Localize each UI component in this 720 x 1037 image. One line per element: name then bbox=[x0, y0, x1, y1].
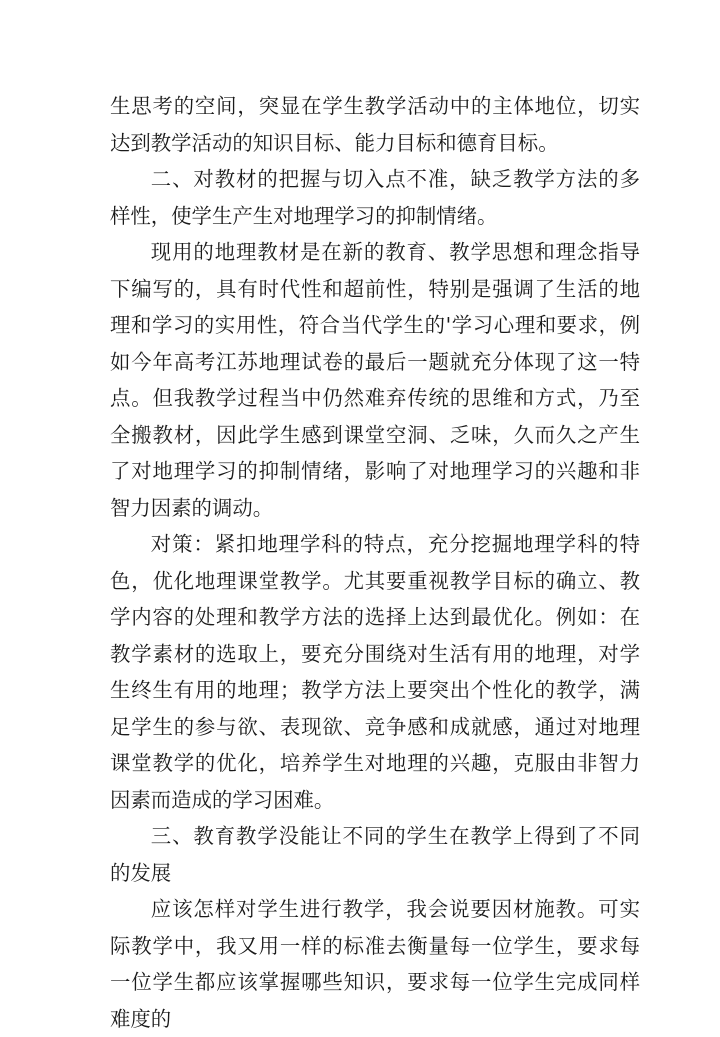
document-body bbox=[110, 88, 640, 1037]
paragraph-6: 应该怎样对学生进行教学，我会说要因材施教。可实际教学中，我又用一样的标准去衡量每一位学生，要求每一位学生都应该掌握哪些知识，要求每一位学生完成同样难度的 bbox=[110, 897, 640, 1031]
paragraph-5-heading: 三、教育教学没能让不同的学生在教学上得到了不同的发展 bbox=[110, 824, 640, 885]
paragraph-2-heading: 二、对教材的把握与切入点不准，缺乏教学方法的多样性，使学生产生对地理学习的抑制情绪。 bbox=[110, 167, 640, 228]
paragraph-3: 现用的地理教材是在新的教育、教学思想和理念指导下编写的，具有时代性和超前性，特别是强调了生活的地理和学习的实用性，符合当代学生的'学习心理和要求，例如今年高考江苏地理试卷的最后一题就充分体现了这一特点。但我教学过程当中仍然难弃传统的思维和方式，乃至全搬教材，因此学生感到课堂空洞、乏味，久而久之产生了对地理学习的抑制情绪，影响了对地理学习的兴趣和非智力因素的调动。 bbox=[110, 240, 640, 520]
paragraph-4-strategy: 对策：紧扣地理学科的特点，充分挖掘地理学科的特色，优化地理课堂教学。尤其要重视教学目标的确立、教学内容的处理和教学方法的选择上达到最优化。例如：在教学素材的选取上，要充分围绕对生活有用的地理，对学生终生有用的地理；教学方法上要突出个性化的教学，满足学生的参与欲、表现欲、竞争感和成就感，通过对地理课堂教学的优化，培养学生对地理的兴趣，克服由非智力因素而造成的学习困难。 bbox=[110, 532, 640, 812]
paragraph-1: 生思考的空间，突显在学生教学活动中的主体地位，切实达到教学活动的知识目标、能力目标和德育目标。 bbox=[110, 94, 640, 155]
